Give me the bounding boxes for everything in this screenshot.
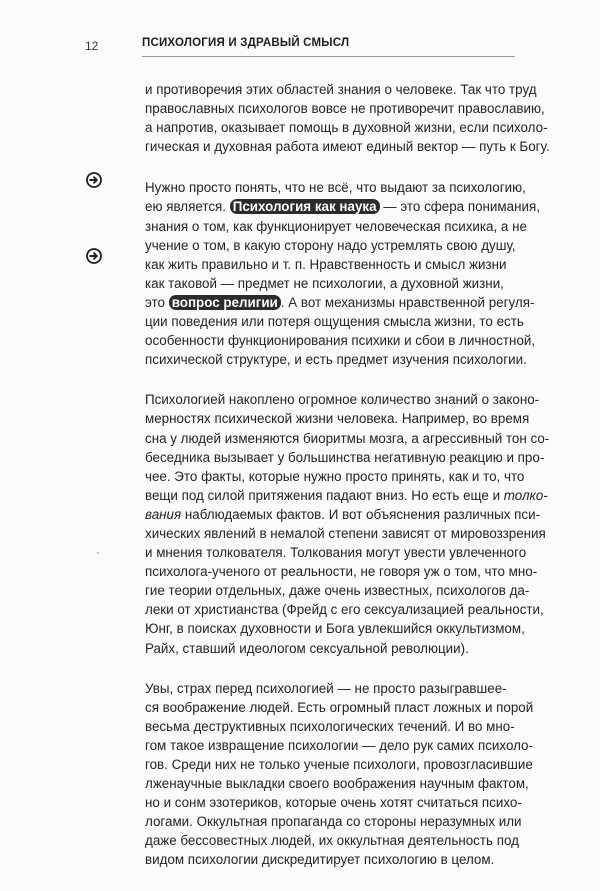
text-line: ся воображение людей. Есть огромный пласт ложных и порой (145, 699, 534, 715)
text-line: Юнг, в поисках духовности и Бога увлекшийся оккультизмом, (145, 621, 525, 637)
text-line: как жить правильно и т. п. Нравственность и смысл жизни (145, 256, 507, 272)
text-line: ции поведения или потеря ощущения смысла жизни, то есть (145, 314, 524, 330)
text-line: Психологией накоплено огромное количество знаний о законо- (145, 392, 540, 408)
header-rule (142, 56, 515, 57)
running-head: ПСИХОЛОГИЯ И ЗДРАВЫЙ СМЫСЛ (142, 37, 350, 49)
text-line: гов. Среди них не только ученые психологи, провозгласившие (145, 757, 533, 772)
text-line: видом психологии дискредитирует психологию в целом. (145, 852, 495, 868)
paragraph-4 (145, 679, 534, 870)
text-line: гие теории отдельных, даже очень известных, психологов да- (145, 583, 530, 599)
text-line: гом такое извращение психологии — дело рук самих психоло- (145, 737, 533, 753)
text-line: психической структуре, и есть предмет изучения психологии. (145, 352, 527, 368)
arrow-right-circle-icon (86, 248, 102, 264)
text-line: и противоречия этих областей знания о человеке. Так что труд (145, 82, 537, 97)
text-line: учение о том, в какую сторону надо устремлять свою душу, (145, 237, 516, 253)
body-text (145, 80, 550, 891)
text-line (145, 486, 548, 505)
text-line: беседника вызывает у большинства негативную реакцию и про- (145, 449, 545, 465)
highlight-term-question-of-religion: вопрос религии (169, 295, 281, 310)
text-line: Райх, ставший идеологом сексуальной революции). (145, 640, 469, 656)
text-fragment: наблюдаемых фактов. И вот объяснения различных пси- (181, 506, 541, 522)
text-fragment: — это сфера понимания, (379, 199, 540, 215)
text-line: чее. Это факты, которые нужно просто принять, как и то, что (145, 468, 525, 484)
text-line: но и сонм эзотериков, которые очень хотят считаться психо- (145, 795, 522, 811)
text-fragment: . А вот механизмы нравственной регуля- (280, 294, 535, 310)
arrow-right-circle-icon (86, 172, 102, 188)
italic-term: вания (145, 506, 182, 522)
text-fragment: ею является. (145, 199, 230, 215)
text-line (145, 293, 535, 312)
margin-dot (97, 552, 99, 554)
paragraph-1 (145, 80, 550, 156)
text-line: сна у людей изменяются биоритмы мозга, а агрессивный тон со- (145, 430, 550, 446)
paragraph-2 (145, 178, 540, 369)
text-fragment: это (145, 294, 169, 310)
text-line: психолога-ученого от реальности, не говоря уж о том, что мно- (145, 564, 538, 580)
text-line: мерностях психической жизни человека. Например, во время (145, 411, 530, 427)
text-line: как таковой — предмет не психологии, а духовной жизни, (145, 275, 504, 291)
text-line (145, 197, 540, 216)
text-line: лженаучные выкладки своего воображения научным фактом, (145, 776, 529, 792)
text-line: а напротив, оказывает помощь в духовной жизни, если психоло- (145, 120, 548, 136)
text-line: даже бессовестных людей, их оккультная деятельность под (145, 833, 519, 849)
highlight-term-psychology-as-science: Психология как наука (230, 199, 380, 214)
text-line: гическая и духовная работа имеют единый вектор — путь к Богу. (145, 139, 550, 155)
text-line: Нужно просто понять, что не всё, что выдают за психологию, (145, 180, 526, 196)
text-line: особенности функционирования психики и сбои в личностной, (145, 333, 536, 349)
text-line: леки от христианства (Фрейд с его сексуализацией реальности, (145, 602, 544, 618)
italic-term: толко- (503, 487, 548, 503)
text-line: и мнения толкователя. Толкования могут увести увлеченного (145, 545, 527, 561)
text-fragment: вещи под силой притяжения падают вниз. Но есть еще и (145, 487, 504, 503)
text-line: православных психологов вовсе не противоречит православию, (145, 101, 545, 117)
text-line: знания о том, как функционирует человеческая психика, а не (145, 218, 527, 234)
text-line (145, 505, 541, 524)
page-number: 12 (85, 39, 99, 53)
text-line: весьма деструктивных психологических течений. И во мно- (145, 718, 515, 734)
text-line: логами. Оккультная пропаганда со стороны неразумных или (145, 814, 522, 830)
text-line: Увы, страх перед психологией — не просто разыгравшее- (145, 680, 507, 696)
text-line: хических явлений в немалой степени зависят от мировоззрения (145, 525, 546, 541)
paragraph-3 (145, 390, 550, 657)
